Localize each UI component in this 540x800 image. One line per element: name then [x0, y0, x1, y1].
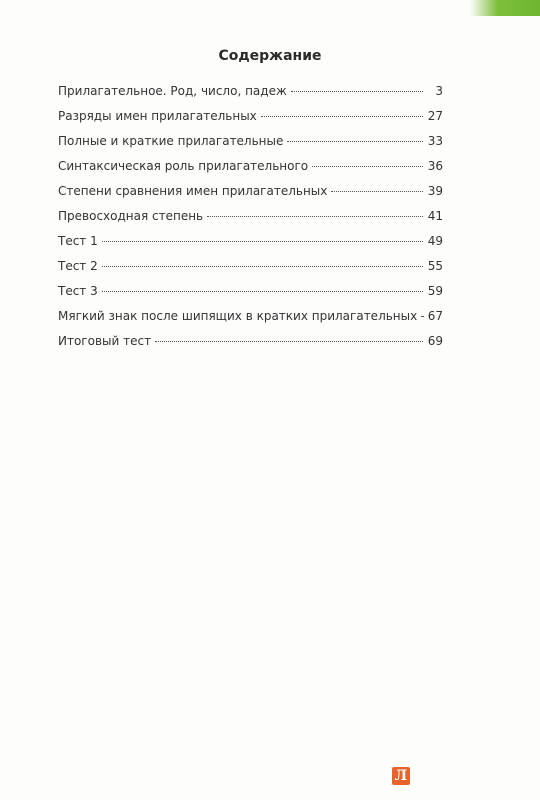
toc-entry[interactable] [58, 209, 443, 229]
table-of-contents [58, 84, 443, 359]
toc-entry-label: Мягкий знак после шипящих в кратких прилагательных [58, 309, 418, 323]
toc-entry[interactable] [58, 284, 443, 304]
dot-leader [155, 341, 423, 342]
dot-leader [102, 241, 423, 242]
green-corner-strip [470, 0, 540, 16]
toc-entry-page: 36 [427, 159, 443, 173]
toc-entry-label: Разряды имен прилагательных [58, 109, 257, 123]
dot-leader [312, 166, 423, 167]
toc-entry[interactable] [58, 159, 443, 179]
toc-entry-page: 3 [435, 84, 443, 98]
toc-entry[interactable] [58, 109, 443, 129]
toc-entry[interactable] [58, 234, 443, 254]
toc-entry-page: 49 [427, 234, 443, 248]
toc-entry-page: 33 [427, 134, 443, 148]
page-title: Содержание [218, 48, 322, 64]
dot-leader [421, 316, 423, 317]
publisher-logo-icon: Л [392, 767, 410, 785]
toc-entry-page: 55 [427, 259, 443, 273]
toc-entry-label: Тест 3 [58, 284, 98, 298]
toc-entry[interactable] [58, 184, 443, 204]
dot-leader [207, 216, 423, 217]
dot-leader [102, 266, 423, 267]
toc-entry-label: Тест 2 [58, 259, 98, 273]
dot-leader [102, 291, 423, 292]
dot-leader [261, 116, 423, 117]
toc-entry[interactable] [58, 309, 443, 329]
toc-entry[interactable] [58, 259, 443, 279]
toc-entry-label: Превосходная степень [58, 209, 204, 223]
toc-entry-label: Полные и краткие прилагательные [58, 134, 284, 148]
toc-entry-page: 39 [427, 184, 443, 198]
dot-leader [287, 141, 423, 142]
toc-entry[interactable] [58, 334, 443, 354]
toc-entry-page: 27 [427, 109, 443, 123]
toc-entry-label: Синтаксическая роль прилагательного [58, 159, 309, 173]
toc-entry-page: 59 [427, 284, 443, 298]
toc-entry-label: Степени сравнения имен прилагательных [58, 184, 328, 198]
toc-entry-page: 69 [427, 334, 443, 348]
dot-leader [291, 91, 423, 92]
toc-entry-label: Тест 1 [58, 234, 98, 248]
toc-entry-page: 67 [427, 309, 443, 323]
toc-entry[interactable] [58, 84, 443, 104]
toc-entry-label: Итоговый тест [58, 334, 152, 348]
toc-entry-page: 41 [427, 209, 443, 223]
toc-entry[interactable] [58, 134, 443, 154]
dot-leader [331, 191, 423, 192]
toc-entry-label: Прилагательное. Род, число, падеж [58, 84, 287, 98]
